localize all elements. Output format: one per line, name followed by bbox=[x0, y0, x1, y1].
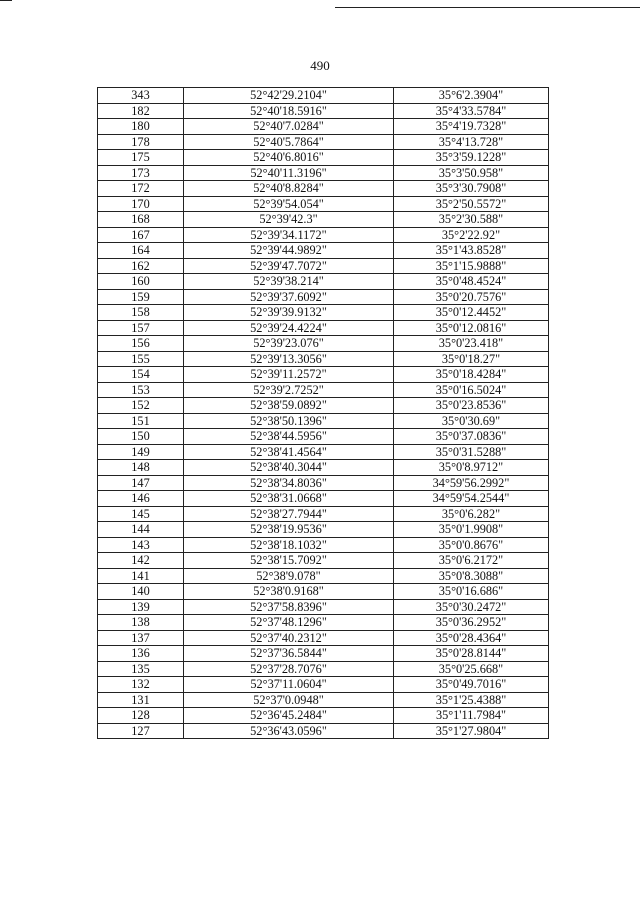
point-number-cell: 180 bbox=[98, 119, 184, 135]
longitude-cell: 35°4'19.7328" bbox=[394, 119, 549, 135]
longitude-cell: 35°0'25.668" bbox=[394, 661, 549, 677]
latitude-cell: 52°39'44.9892" bbox=[184, 243, 394, 259]
point-number-cell: 156 bbox=[98, 336, 184, 352]
latitude-cell: 52°40'8.8284" bbox=[184, 181, 394, 197]
point-number-cell: 157 bbox=[98, 320, 184, 336]
longitude-cell: 35°2'22.92" bbox=[394, 227, 549, 243]
point-number-cell: 172 bbox=[98, 181, 184, 197]
latitude-cell: 52°36'43.0596" bbox=[184, 723, 394, 739]
longitude-cell: 35°1'15.9888" bbox=[394, 258, 549, 274]
point-number-cell: 131 bbox=[98, 692, 184, 708]
point-number-cell: 153 bbox=[98, 382, 184, 398]
table-row bbox=[98, 103, 549, 119]
latitude-cell: 52°39'23.076" bbox=[184, 336, 394, 352]
longitude-cell: 35°0'16.5024" bbox=[394, 382, 549, 398]
latitude-cell: 52°38'18.1032" bbox=[184, 537, 394, 553]
latitude-cell: 52°36'45.2484" bbox=[184, 708, 394, 724]
point-number-cell: 170 bbox=[98, 196, 184, 212]
longitude-cell: 35°3'30.7908" bbox=[394, 181, 549, 197]
latitude-cell: 52°39'11.2572" bbox=[184, 367, 394, 383]
longitude-cell: 35°0'48.4524" bbox=[394, 274, 549, 290]
latitude-cell: 52°37'11.0604" bbox=[184, 677, 394, 693]
point-number-cell: 154 bbox=[98, 367, 184, 383]
latitude-cell: 52°37'28.7076" bbox=[184, 661, 394, 677]
latitude-cell: 52°37'0.0948" bbox=[184, 692, 394, 708]
table-row bbox=[98, 584, 549, 600]
longitude-cell: 35°0'8.3088" bbox=[394, 568, 549, 584]
latitude-cell: 52°40'11.3196" bbox=[184, 165, 394, 181]
point-number-cell: 167 bbox=[98, 227, 184, 243]
table-row bbox=[98, 243, 549, 259]
latitude-cell: 52°39'34.1172" bbox=[184, 227, 394, 243]
table-row bbox=[98, 398, 549, 414]
table-row bbox=[98, 429, 549, 445]
point-number-cell: 149 bbox=[98, 444, 184, 460]
latitude-cell: 52°38'0.9168" bbox=[184, 584, 394, 600]
longitude-cell: 35°0'6.282" bbox=[394, 506, 549, 522]
latitude-cell: 52°38'41.4564" bbox=[184, 444, 394, 460]
latitude-cell: 52°42'29.2104" bbox=[184, 88, 394, 104]
point-number-cell: 140 bbox=[98, 584, 184, 600]
latitude-cell: 52°37'58.8396" bbox=[184, 599, 394, 615]
longitude-cell: 34°59'54.2544" bbox=[394, 491, 549, 507]
point-number-cell: 178 bbox=[98, 134, 184, 150]
latitude-cell: 52°39'42.3" bbox=[184, 212, 394, 228]
longitude-cell: 35°0'18.4284" bbox=[394, 367, 549, 383]
table-row bbox=[98, 522, 549, 538]
latitude-cell: 52°38'19.9536" bbox=[184, 522, 394, 538]
latitude-cell: 52°37'36.5844" bbox=[184, 646, 394, 662]
point-number-cell: 142 bbox=[98, 553, 184, 569]
table-row bbox=[98, 305, 549, 321]
top-edge-line bbox=[335, 7, 640, 8]
table-row bbox=[98, 367, 549, 383]
longitude-cell: 35°0'1.9908" bbox=[394, 522, 549, 538]
longitude-cell: 35°0'20.7576" bbox=[394, 289, 549, 305]
table-row bbox=[98, 568, 549, 584]
table-row bbox=[98, 723, 549, 739]
longitude-cell: 35°0'0.8676" bbox=[394, 537, 549, 553]
point-number-cell: 160 bbox=[98, 274, 184, 290]
longitude-cell: 35°0'30.69" bbox=[394, 413, 549, 429]
table-row bbox=[98, 382, 549, 398]
latitude-cell: 52°40'18.5916" bbox=[184, 103, 394, 119]
point-number-cell: 144 bbox=[98, 522, 184, 538]
table-row bbox=[98, 150, 549, 166]
latitude-cell: 52°39'13.3056" bbox=[184, 351, 394, 367]
point-number-cell: 164 bbox=[98, 243, 184, 259]
longitude-cell: 35°0'23.418" bbox=[394, 336, 549, 352]
table-row bbox=[98, 274, 549, 290]
point-number-cell: 132 bbox=[98, 677, 184, 693]
longitude-cell: 34°59'56.2992" bbox=[394, 475, 549, 491]
table-row bbox=[98, 460, 549, 476]
longitude-cell: 35°1'27.9804" bbox=[394, 723, 549, 739]
top-edge-line-left bbox=[0, 0, 12, 1]
longitude-cell: 35°6'2.3904" bbox=[394, 88, 549, 104]
table-row bbox=[98, 119, 549, 135]
point-number-cell: 146 bbox=[98, 491, 184, 507]
latitude-cell: 52°37'48.1296" bbox=[184, 615, 394, 631]
point-number-cell: 148 bbox=[98, 460, 184, 476]
latitude-cell: 52°39'38.214" bbox=[184, 274, 394, 290]
longitude-cell: 35°0'18.27" bbox=[394, 351, 549, 367]
coordinates-table-body bbox=[98, 88, 549, 739]
table-row bbox=[98, 289, 549, 305]
table-row bbox=[98, 320, 549, 336]
point-number-cell: 175 bbox=[98, 150, 184, 166]
longitude-cell: 35°0'8.9712" bbox=[394, 460, 549, 476]
longitude-cell: 35°1'43.8528" bbox=[394, 243, 549, 259]
latitude-cell: 52°38'50.1396" bbox=[184, 413, 394, 429]
longitude-cell: 35°4'13.728" bbox=[394, 134, 549, 150]
latitude-cell: 52°39'2.7252" bbox=[184, 382, 394, 398]
longitude-cell: 35°0'16.686" bbox=[394, 584, 549, 600]
longitude-cell: 35°0'23.8536" bbox=[394, 398, 549, 414]
latitude-cell: 52°39'47.7072" bbox=[184, 258, 394, 274]
table-row bbox=[98, 444, 549, 460]
point-number-cell: 137 bbox=[98, 630, 184, 646]
table-row bbox=[98, 258, 549, 274]
point-number-cell: 136 bbox=[98, 646, 184, 662]
table-row bbox=[98, 491, 549, 507]
longitude-cell: 35°0'49.7016" bbox=[394, 677, 549, 693]
latitude-cell: 52°38'34.8036" bbox=[184, 475, 394, 491]
table-row bbox=[98, 553, 549, 569]
table-row bbox=[98, 708, 549, 724]
longitude-cell: 35°1'11.7984" bbox=[394, 708, 549, 724]
point-number-cell: 152 bbox=[98, 398, 184, 414]
longitude-cell: 35°0'37.0836" bbox=[394, 429, 549, 445]
point-number-cell: 173 bbox=[98, 165, 184, 181]
latitude-cell: 52°37'40.2312" bbox=[184, 630, 394, 646]
longitude-cell: 35°3'59.1228" bbox=[394, 150, 549, 166]
table-row bbox=[98, 212, 549, 228]
table-row bbox=[98, 134, 549, 150]
table-row bbox=[98, 336, 549, 352]
point-number-cell: 128 bbox=[98, 708, 184, 724]
table-row bbox=[98, 413, 549, 429]
longitude-cell: 35°2'30.588" bbox=[394, 212, 549, 228]
longitude-cell: 35°1'25.4388" bbox=[394, 692, 549, 708]
table-row bbox=[98, 630, 549, 646]
point-number-cell: 182 bbox=[98, 103, 184, 119]
table-row bbox=[98, 677, 549, 693]
point-number-cell: 158 bbox=[98, 305, 184, 321]
table-row bbox=[98, 661, 549, 677]
point-number-cell: 343 bbox=[98, 88, 184, 104]
longitude-cell: 35°0'12.4452" bbox=[394, 305, 549, 321]
longitude-cell: 35°4'33.5784" bbox=[394, 103, 549, 119]
point-number-cell: 138 bbox=[98, 615, 184, 631]
point-number-cell: 159 bbox=[98, 289, 184, 305]
table-row bbox=[98, 615, 549, 631]
latitude-cell: 52°39'24.4224" bbox=[184, 320, 394, 336]
longitude-cell: 35°0'6.2172" bbox=[394, 553, 549, 569]
latitude-cell: 52°39'54.054" bbox=[184, 196, 394, 212]
table-row bbox=[98, 475, 549, 491]
point-number-cell: 135 bbox=[98, 661, 184, 677]
latitude-cell: 52°38'40.3044" bbox=[184, 460, 394, 476]
table-row bbox=[98, 88, 549, 104]
point-number-cell: 151 bbox=[98, 413, 184, 429]
point-number-cell: 162 bbox=[98, 258, 184, 274]
table-row bbox=[98, 351, 549, 367]
table-row bbox=[98, 506, 549, 522]
longitude-cell: 35°0'28.8144" bbox=[394, 646, 549, 662]
table-row bbox=[98, 692, 549, 708]
longitude-cell: 35°0'36.2952" bbox=[394, 615, 549, 631]
table-row bbox=[98, 646, 549, 662]
latitude-cell: 52°39'37.6092" bbox=[184, 289, 394, 305]
point-number-cell: 127 bbox=[98, 723, 184, 739]
point-number-cell: 141 bbox=[98, 568, 184, 584]
longitude-cell: 35°2'50.5572" bbox=[394, 196, 549, 212]
page-number: 490 bbox=[310, 58, 330, 73]
point-number-cell: 147 bbox=[98, 475, 184, 491]
table-row bbox=[98, 599, 549, 615]
longitude-cell: 35°3'50.958" bbox=[394, 165, 549, 181]
latitude-cell: 52°39'39.9132" bbox=[184, 305, 394, 321]
point-number-cell: 155 bbox=[98, 351, 184, 367]
longitude-cell: 35°0'31.5288" bbox=[394, 444, 549, 460]
latitude-cell: 52°38'59.0892" bbox=[184, 398, 394, 414]
table-row bbox=[98, 165, 549, 181]
table-row bbox=[98, 196, 549, 212]
longitude-cell: 35°0'28.4364" bbox=[394, 630, 549, 646]
point-number-cell: 145 bbox=[98, 506, 184, 522]
longitude-cell: 35°0'12.0816" bbox=[394, 320, 549, 336]
latitude-cell: 52°40'5.7864" bbox=[184, 134, 394, 150]
point-number-cell: 143 bbox=[98, 537, 184, 553]
latitude-cell: 52°38'31.0668" bbox=[184, 491, 394, 507]
longitude-cell: 35°0'30.2472" bbox=[394, 599, 549, 615]
table-row bbox=[98, 537, 549, 553]
latitude-cell: 52°38'44.5956" bbox=[184, 429, 394, 445]
table-row bbox=[98, 227, 549, 243]
latitude-cell: 52°40'7.0284" bbox=[184, 119, 394, 135]
latitude-cell: 52°38'9.078" bbox=[184, 568, 394, 584]
point-number-cell: 168 bbox=[98, 212, 184, 228]
table-row bbox=[98, 181, 549, 197]
latitude-cell: 52°40'6.8016" bbox=[184, 150, 394, 166]
point-number-cell: 139 bbox=[98, 599, 184, 615]
coordinates-table bbox=[97, 87, 549, 739]
latitude-cell: 52°38'15.7092" bbox=[184, 553, 394, 569]
latitude-cell: 52°38'27.7944" bbox=[184, 506, 394, 522]
point-number-cell: 150 bbox=[98, 429, 184, 445]
